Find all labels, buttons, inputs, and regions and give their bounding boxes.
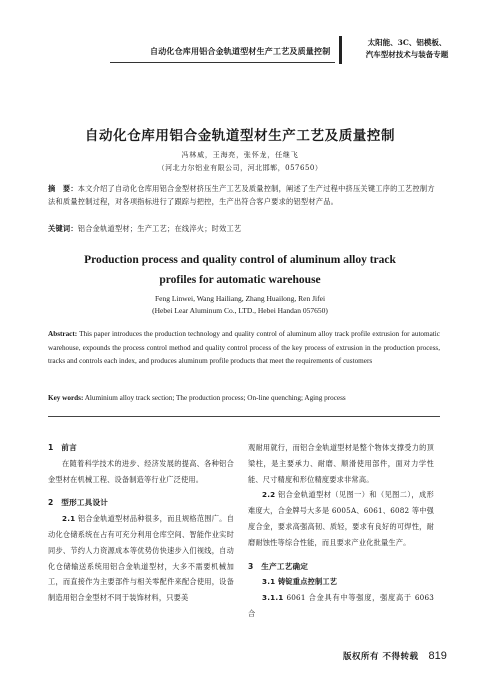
en-keywords-text: Aluminium alloy track section; The production process; On-line quenching; Aging process [83, 394, 346, 402]
paragraph-2-1-number: 2.1 [62, 514, 76, 524]
header-rule [110, 62, 335, 63]
section-line-2: 汽车型材技术与装备专题 [365, 50, 449, 59]
cn-abstract-label: 摘 要： [48, 184, 78, 193]
cn-title: 自动化仓库用铝合金轨道型材生产工艺及质量控制 [84, 128, 396, 144]
cn-keywords-text: 铝合金轨道型材；生产工艺；在线淬火；时效工艺 [77, 224, 242, 233]
en-title [0, 250, 480, 290]
en-abstract-text: This paper introduces the production technology and quality control of aluminum alloy track profile extrusion for automatic warehouse, expounds the process control method and quality control process of the key process of extrusion in the production process, tracks and controls each index, and produces aluminum profile products that meet the requirements of customers [48, 330, 440, 365]
en-abstract-label: Abstract: [48, 330, 78, 338]
section-1-paragraph: 在随着科学技术的进步、经济发展的提高、各种铝合金型材在机械工程、设备制造等行业广泛使用。 [48, 458, 234, 484]
section-divider [48, 416, 440, 417]
en-abstract [48, 328, 440, 369]
header-divider-bar [339, 36, 342, 64]
paragraph-2-2 [248, 487, 434, 550]
cn-keywords-label: 关键词： [48, 224, 78, 233]
en-keywords-label: Key words: [48, 394, 84, 402]
paragraph-2-2-text: 铝合金轨道型材（见图一）和（见图二），成形难度大，合金牌号大多是 6005A、6061、6082 等中强度合金，要求高强高韧、质轻，要求有良好的可焊性，耐磨耐蚀性等综合性能，而且要求产业化批量生产。 [248, 490, 434, 547]
paragraph-3-1-1-text: 6061 合金具有中等强度，强度高于 6063 合 [248, 593, 434, 618]
paragraph-2-1-text: 铝合金轨道型材品种很多，而且规格范围广。自动化仓储系统在占有可充分利用仓库空间、智能作业实时同步、节约人力资源成本等优势仿快速步入们视线，自动化仓储输送系统用铝合金轨道型材，大多不需要机械加工，而直接作为主要部件与相关零配件来配合使用，设备制造用铝合金型材不同于装饰材料，只要美 [48, 514, 234, 603]
body-left-column [48, 440, 234, 606]
en-title-line-1: Production process and quality control of aluminum alloy track [84, 254, 396, 266]
section-1-heading: 1 前言 [48, 443, 77, 452]
cn-abstract [48, 182, 438, 208]
en-keywords [48, 394, 440, 402]
section-2-heading: 2 型形工具设计 [48, 498, 109, 508]
subsection-3-1-heading: 3.1 铸锭重点控制工艺 [262, 577, 338, 587]
page-footer [343, 650, 447, 662]
section-3-heading: 3 生产工艺确定 [248, 561, 309, 571]
paragraph-continued: 观耐用就行，而铝合金轨道型材是整个物体支撑受力的顶梁柱，是主要承力、耐磨、顺滑使用部件，面对力学性能、尺寸精度和形位精度要求非常高。 [248, 443, 434, 484]
paragraph-2-2-number: 2.2 [262, 490, 276, 500]
cn-affiliation: （河北力尔铝业有限公司，河北邯郸，057650） [157, 164, 323, 172]
body-right-column [248, 440, 434, 622]
section-line-1: 太阳能、3C、铝模板、 [367, 38, 447, 47]
cn-keywords [48, 224, 438, 234]
cn-abstract-text: 本文介绍了自动化仓库用铝合金型材挤压生产工艺及质量控制，阐述了生产过程中挤压关键工序的工艺控制方法和质量控制过程，对各项指标进行了跟踪与把控，生产出符合客户要求的铝型材产品。 [48, 184, 435, 206]
running-header-title: 自动化仓库用铝合金轨道型材生产工艺及质量控制 [150, 46, 331, 56]
paragraph-3-1-1-number: 3.1.1 [262, 593, 284, 603]
en-authors: Feng Linwei, Wang Hailiang, Zhang Huailong, Ren Jifei [154, 294, 326, 303]
en-title-line-2: profiles for automatic warehouse [159, 274, 321, 286]
running-header-section [347, 37, 467, 61]
page-number: 819 [428, 650, 447, 662]
paragraph-3-1-1 [248, 590, 434, 622]
en-affiliation: (Hebei Lear Aluminum Co., LTD., Hebei Handan 057650) [152, 306, 328, 315]
copyright-notice: 版权所有 不得转载 [343, 652, 419, 662]
cn-authors: 冯林威，王海亮，张怀龙，任继飞 [181, 151, 299, 159]
paragraph-2-1 [48, 511, 234, 606]
